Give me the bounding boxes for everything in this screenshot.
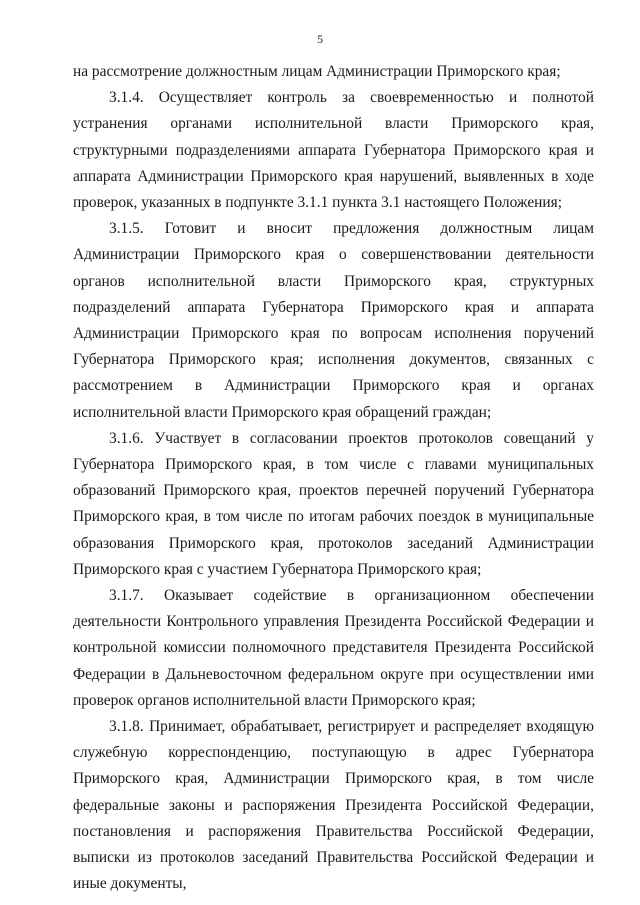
document-body bbox=[73, 59, 594, 898]
paragraph-3-1-4: 3.1.4. Осуществляет контроль за своевременностью и полнотой устранения органами исполнительной власти Приморского края, структурными подразделениями аппарата Губернатора Приморского края и аппарата Администрации Приморского края нарушений, выявленных в ходе проверок, указанных в подпункте 3.1.1 пункта 3.1 настоящего Положения; bbox=[73, 89, 594, 212]
page-number: 5 bbox=[317, 32, 323, 46]
paragraph-continuation: на рассмотрение должностным лицам Администрации Приморского края; bbox=[73, 63, 561, 80]
paragraph-3-1-6: 3.1.6. Участвует в согласовании проектов протоколов совещаний у Губернатора Приморского края, в том числе с главами муниципальных образований Приморского края, проектов перечней поручений Губернатора Приморского края, в том числе по итогам рабочих поездок в муниципальные образования Приморского края, протоколов заседаний Администрации Приморского края с участием Губернатора Приморского края; bbox=[73, 429, 594, 578]
paragraph-3-1-7: 3.1.7. Оказывает содействие в организационном обеспечении деятельности Контрольного управления Президента Российской Федерации и контрольной комиссии полномочного представителя Президента Российской Федерации в Дальневосточном федеральном округе при осуществлении ими проверок органов исполнительной власти Приморского края; bbox=[73, 587, 594, 709]
paragraph-3-1-5: 3.1.5. Готовит и вносит предложения должностным лицам Администрации Приморского края о совершенствовании деятельности органов исполнительной власти Приморского края, структурных подразделений аппарата Губернатора Приморского края и аппарата Администрации Приморского края по вопросам исполнения поручений Губернатора Приморского края; исполнения документов, связанных с рассмотрением в Администрации Приморского края и органах исполнительной власти Приморского края обращений граждан; bbox=[73, 220, 594, 421]
paragraph-3-1-8: 3.1.8. Принимает, обрабатывает, регистрирует и распределяет входящую служебную корреспонденцию, поступающую в адрес Губернатора Приморского края, Администрации Приморского края, в том числе федеральные законы и распоряжения Президента Российской Федерации, постановления и распоряжения Правительства Российской Федерации, выписки из протоколов заседаний Правительства Российской Федерации и иные документы, bbox=[73, 718, 594, 893]
